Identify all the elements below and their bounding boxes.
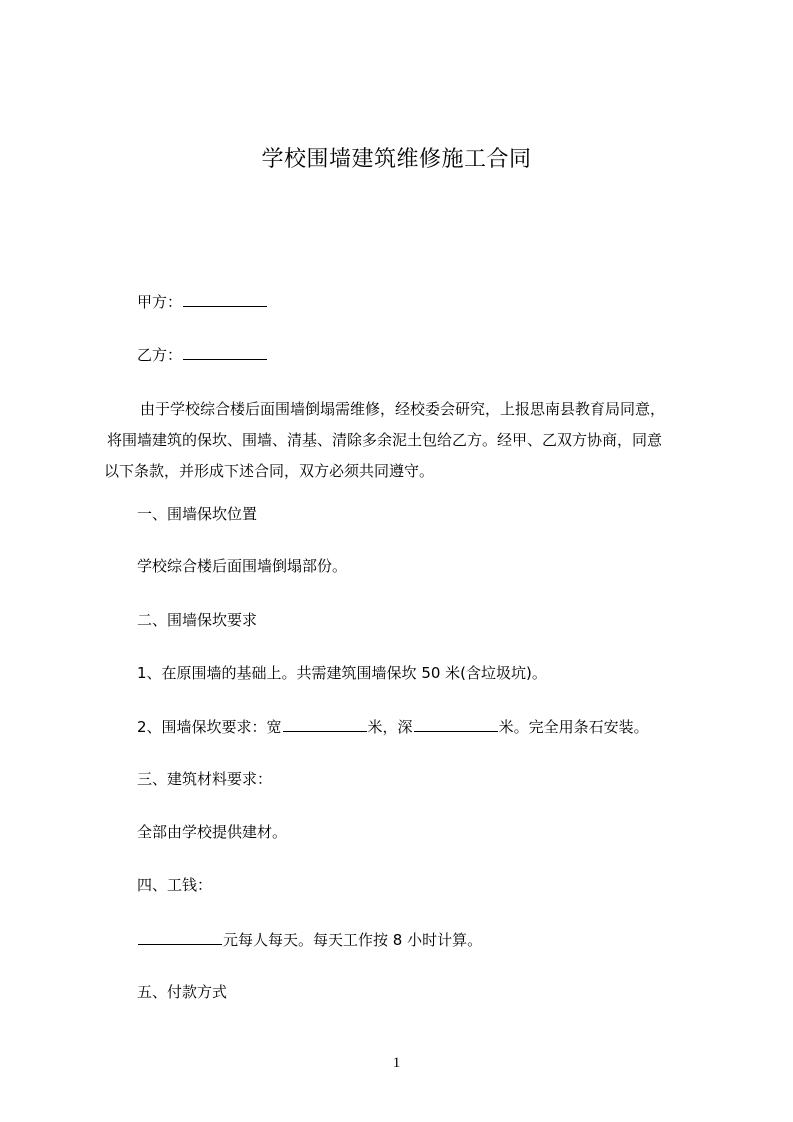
intro-line-2: 将围墙建筑的保坎、围墙、清基、清除多余泥土包给乙方。经甲、乙双方协商，同意: [107, 431, 663, 449]
intro-line-1: 由于学校综合楼后面围墙倒塌需维修，经校委会研究，上报思南县教育局同意，: [140, 400, 666, 418]
section-3-heading: 三、建筑材料要求：: [137, 770, 273, 788]
intro-paragraph: [104, 394, 696, 487]
party-a-line: [137, 291, 268, 312]
section-4-heading: 四、工钱：: [137, 876, 213, 894]
party-a-blank: [183, 291, 267, 307]
party-b-label: 乙方：: [137, 346, 183, 364]
section-1-heading: 一、围墙保坎位置: [137, 505, 258, 523]
party-b-blank: [183, 344, 267, 360]
section-2-item-1: 1、在原围墙的基础上。共需建筑围墙保坎 50 米(含垃圾坑)。: [137, 664, 547, 682]
section-1-text: 学校综合楼后面围墙倒塌部份。: [137, 557, 348, 575]
section-2-item-2: [137, 716, 649, 737]
party-b-line: [137, 344, 268, 365]
section-3-text: 全部由学校提供建材。: [137, 823, 288, 841]
section-2-item-2-suffix: 米。完全用条石安装。: [498, 718, 649, 736]
party-a-label: 甲方：: [137, 293, 183, 311]
width-blank: [283, 716, 367, 732]
depth-blank: [414, 716, 498, 732]
section-2-item-2-mid: 米，深: [367, 718, 413, 736]
wage-blank: [138, 929, 222, 945]
intro-line-3: 以下条款，并形成下述合同，双方必须共同遵守。: [104, 462, 435, 480]
document-title: 学校围墙建筑维修施工合同: [261, 147, 532, 172]
section-4-text: [137, 929, 482, 950]
section-2-heading: 二、围墙保坎要求: [137, 611, 258, 629]
page-number: 1: [392, 1055, 401, 1071]
section-4-text-suffix: 元每人每天。每天工作按 8 小时计算。: [223, 931, 483, 949]
section-5-heading: 五、付款方式: [137, 983, 228, 1001]
section-2-item-2-prefix: 2、围墙保坎要求：宽: [137, 718, 282, 736]
